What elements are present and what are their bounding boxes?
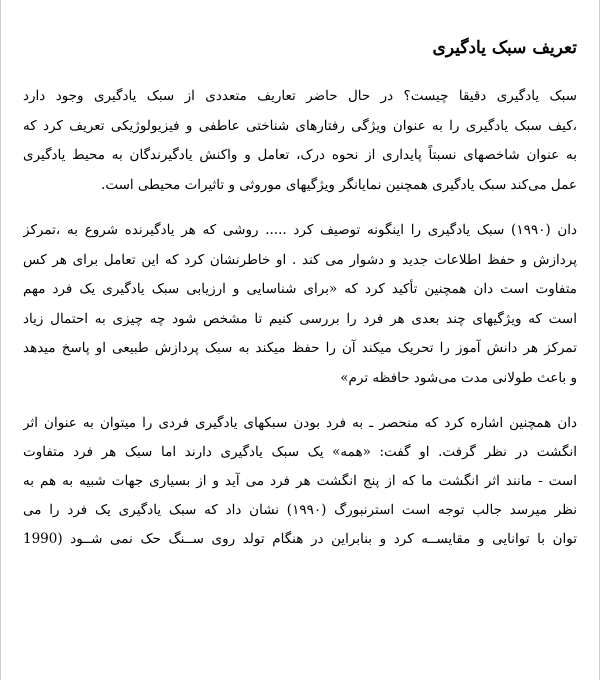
paragraph-2 [23,216,577,393]
text-line: دان (۱۹۹۰) سبک یادگیری را اینگونه توصیف کرد ..... روشی که هر یادگیرنده شروع به ،تمرکز [23,222,577,238]
text-line: انگشت در نظر گرفت. او گفت: «همه» یک سبک یادگیری دارند اما سبک هر فرد متفاوت [23,444,577,460]
document-body [23,38,577,570]
paragraph-1 [23,82,577,200]
text-line: توان با توانایی و مقایســه کرد و بنابراین در هنگام تولد روی ســنگ حک نمی شــود (1990 [23,531,577,547]
text-line: عمل می‌کند سبک یادگیری همچنین نمایانگر ویژگیهای موروثی و تاثیرات محیطی است. [101,176,577,193]
text-line: ،کیف سبک یادگیری را به عنوان ویژگی رفتارهای شناختی عاطفی و فیزیولوژیکی تعریف کرد که [23,117,577,134]
text-line: دان همچنین اشاره کرد که منحصر ـ به فرد بودن سبکهای یادگیری فردی را میتوان به عنوان اثر [23,415,577,431]
text-line: متفاوت است دان همچنین تأکید کرد که «برای شناسایی و ارزیابی سبک یادگیری یک فرد مهم [23,281,577,297]
text-line: است - مانند اثر انگشت ما که از پنج انگشت هر فرد می آید و از بسیاری جهات شبیه به هم به [23,473,577,489]
text-line: تمرکز هر دانش آموز را تحریک میکند آن را حفظ میکند به سبک پردازش طبیعی او پاسخ میدهد [23,340,577,356]
text-line: است که ویژگیهای چند بعدی هر فرد را بررسی کنیم تا مشخص شود چه چیزی به احتمال زیاد [23,310,577,327]
text-line: و باعث طولانی مدت می‌شود حافظه ترم» [340,369,577,386]
section-title: تعریف سبک یادگیری [432,38,577,58]
text-line: پردازش و حفظ اطلاعات جدید و دشوار می کند . او خاطرنشان کرد که این تعامل برای هر کس [23,251,577,268]
text-line: به عنوان شاخصهای نسبتاً پایداری از نحوه درک، تعامل و واکنش یادگیرندگان به محیط یادگیری [23,147,577,163]
paragraph-3 [23,409,577,554]
text-line: سبک یادگیری دقیقا چیست؟ در حال حاضر تعاریف متعددی از سبک یادگیری وجود دارد [23,88,577,104]
text-line: نظر میرسد جالب توجه است استرنبورگ (۱۹۹۰) نشان داد که سبک یادگیری یک فرد را می [23,502,577,518]
